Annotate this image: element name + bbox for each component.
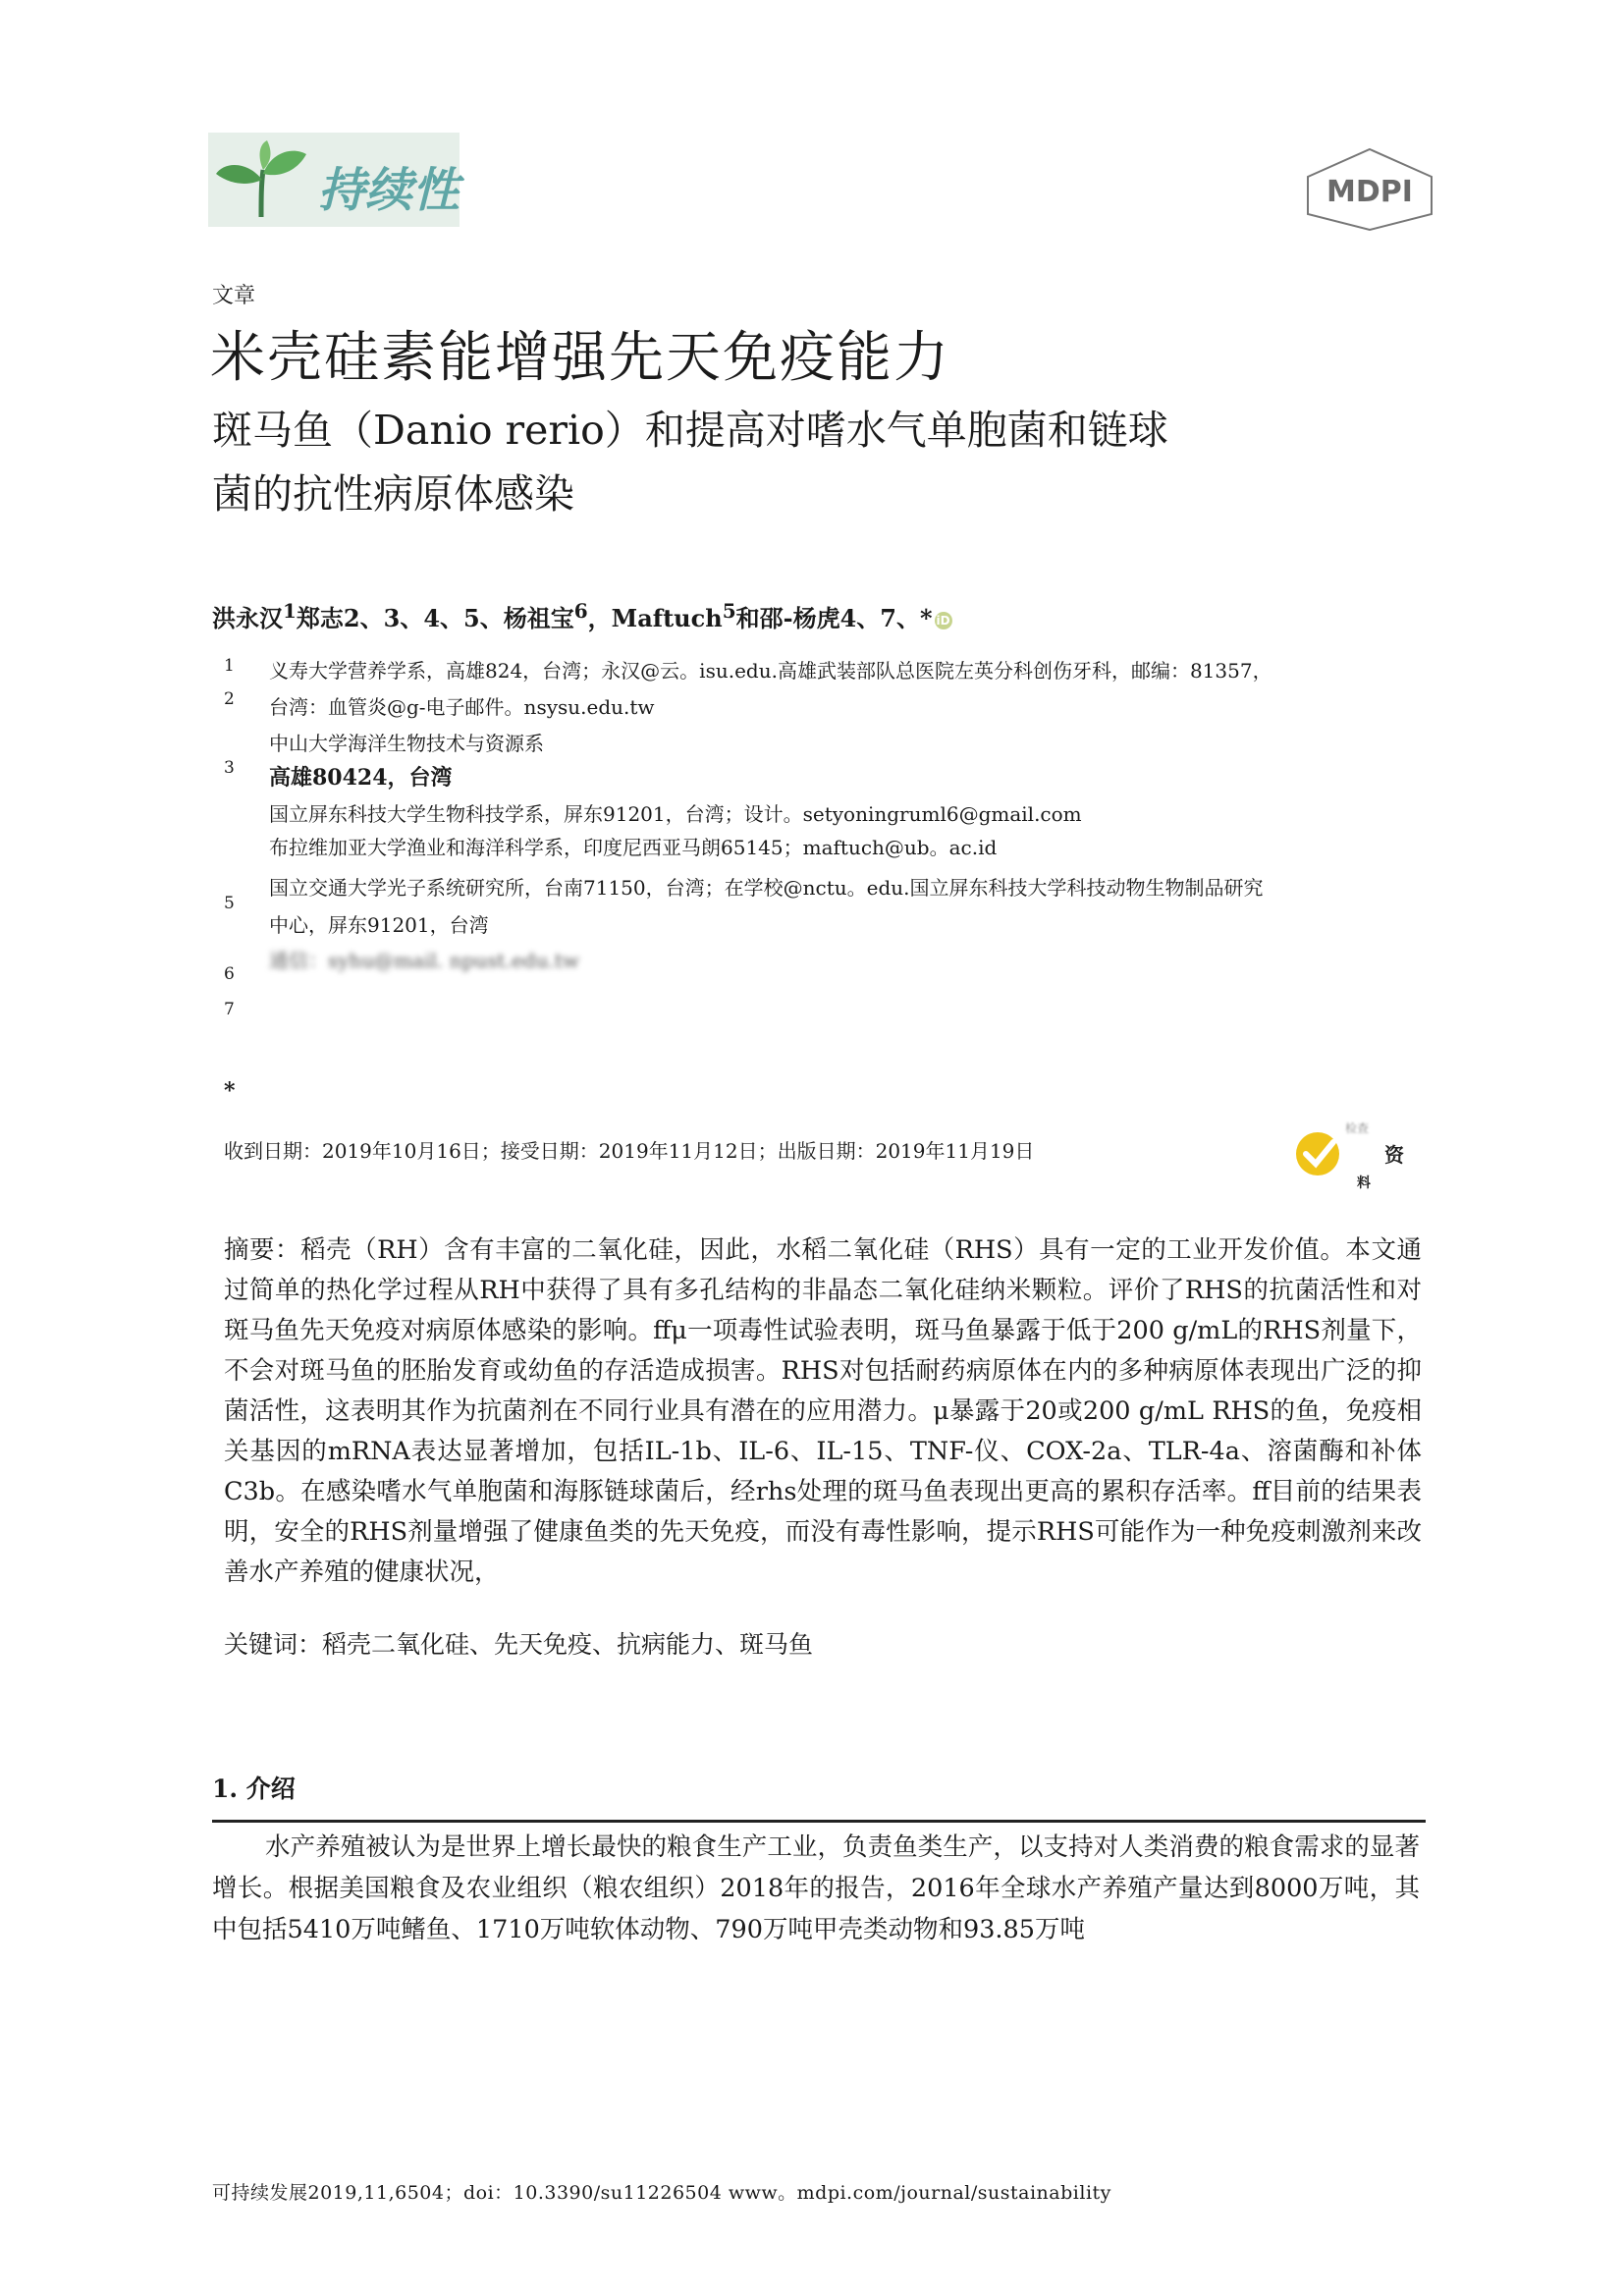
affiliation-number: 1 — [224, 656, 235, 676]
affiliation-line: 中心，屏东91201，台湾 — [269, 913, 489, 937]
abstract: 摘要：稻壳（RH）含有丰富的二氧化硅，因此，水稻二氧化硅（RHS）具有一定的工业开发价值。本文通过简单的热化学过程从RH中获得了具有多孔结构的非晶态二氧化硅纳米颗粒。评价了RHS的抗菌活性和对斑马鱼先天免疫对病原体感染的影响。ffμ一项毒性试验表明，斑马鱼暴露于低于200 g/mL的RHS剂量下，不会对斑马鱼的胚胎发育或幼鱼的存活造成损害。RHS对包括耐药病原体在内的多种病原体表现出广泛的抑菌活性，这表明其作为抗菌剂在不同行业具有潜在的应用潜力。μ暴露于20或200 g/mL RHS的鱼，免疫相关基因的mRNA表达显著增加，包括IL-1b、IL-6、IL-15、TNF-仪、COX-2a、TLR-4a、溶菌酶和补体C3b。在感染嗜水气单胞菌和海豚链球菌后，经rhs处理的斑马鱼表现出更高的累积存活率。ff目前的结果表明，安全的RHS剂量增强了健康鱼类的先天免疫，而没有毒性影响，提示RHS可能作为一种免疫刺激剂来改善水产养殖的健康状况， — [224, 1235, 1422, 1587]
orcid-icon[interactable]: iD — [936, 613, 950, 628]
author-affiliation-sup: 6 — [573, 599, 588, 623]
checkmark-circle-icon — [1296, 1132, 1339, 1175]
affiliation-line: 国立屏东科技大学生物科技学系，屏东91201，台湾；设计。setyoningruml6@gmail.com — [269, 802, 1082, 826]
affiliation-number: 3 — [224, 758, 235, 778]
affiliation-line: 布拉维加亚大学渔业和海洋科学系，印度尼西亚马朗65145；maftuch@ub。ac.id — [269, 836, 998, 859]
publisher-logo — [1304, 147, 1435, 232]
affiliation-line: 国立交通大学光子系统研究所，台南71150，台湾；在学校@nctu。edu.国立屏东科技大学科技动物生物制品研究 — [269, 876, 1264, 900]
article-title: 米壳硅素能增强先天免疫能力 — [210, 326, 950, 390]
author-name: 郑志2、3、4、5、杨祖宝 — [296, 604, 574, 632]
publication-dates: 收到日期：2019年10月16日；接受日期：2019年11月12日；出版日期：2019年11月19日 — [224, 1139, 1035, 1163]
author-list — [212, 599, 952, 633]
corresponding-mark: * — [224, 1078, 236, 1104]
affiliation-line: 义寿大学营养学系，高雄824，台湾；永汉@云。isu.edu.高雄武装部队总医院左英分科创伤牙科，邮编：81357， — [269, 659, 1272, 683]
sprout-icon — [212, 140, 310, 219]
affiliation-line: 中山大学海洋生物技术与资源系 — [269, 732, 544, 755]
affiliation-number: 5 — [224, 894, 235, 913]
check-for-updates-badge[interactable] — [1276, 1115, 1426, 1193]
author-name: 洪永汉 — [212, 604, 283, 632]
badge-text-bottom: 料 — [1357, 1175, 1371, 1191]
article-title-line-3: 菌的抗性病原体感染 — [212, 470, 574, 518]
author-name: ，Maftuch — [587, 604, 723, 632]
author-affiliation-sup: 1 — [283, 599, 297, 623]
page-footer: 可持续发展2019,11,6504；doi：10.3390/su11226504 www。mdpi.com/journal/sustainability — [212, 2182, 1111, 2204]
affiliation-line: 高雄80424，台湾 — [269, 765, 453, 791]
author-name: 和邵-杨虎4、7、* — [735, 604, 933, 632]
badge-text-top: 检查 — [1345, 1121, 1370, 1135]
article-title-line-2: 斑马鱼（Danio rerio）和提高对嗜水气单胞菌和链球 — [212, 407, 1168, 454]
publisher-logo-text: MDPI — [1326, 175, 1413, 209]
section-heading: 1. 介绍 — [212, 1775, 296, 1803]
badge-text-right: 资 — [1384, 1143, 1404, 1167]
journal-logo — [208, 133, 460, 227]
section-divider — [212, 1820, 1426, 1823]
author-affiliation-sup: 5 — [722, 599, 736, 623]
affiliation-line: 台湾：血管炎@g-电子邮件。nsysu.edu.tw — [269, 695, 655, 719]
section-body-text: 水产养殖被认为是世界上增长最快的粮食生产工业，负责鱼类生产，以支持对人类消费的粮食需求的显著增长。根据美国粮食及农业组织（粮农组织）2018年的报告，2016年全球水产养殖产量达到8000万吨，其中包括5410万吨鳍鱼、1710万吨软体动物、790万吨甲壳类动物和93.85万吨 — [212, 1832, 1420, 1944]
keywords: 关键词：稻壳二氧化硅、先天免疫、抗病能力、斑马鱼 — [224, 1630, 814, 1659]
affiliation-number: 6 — [224, 964, 235, 984]
affiliation-number: 7 — [224, 1000, 235, 1019]
article-type: 文章 — [212, 284, 256, 308]
journal-name: 持续性 — [318, 163, 460, 218]
affiliation-line: 通信：syhu@mail. npust.edu.tw — [269, 949, 579, 972]
affiliation-number: 2 — [224, 689, 235, 709]
